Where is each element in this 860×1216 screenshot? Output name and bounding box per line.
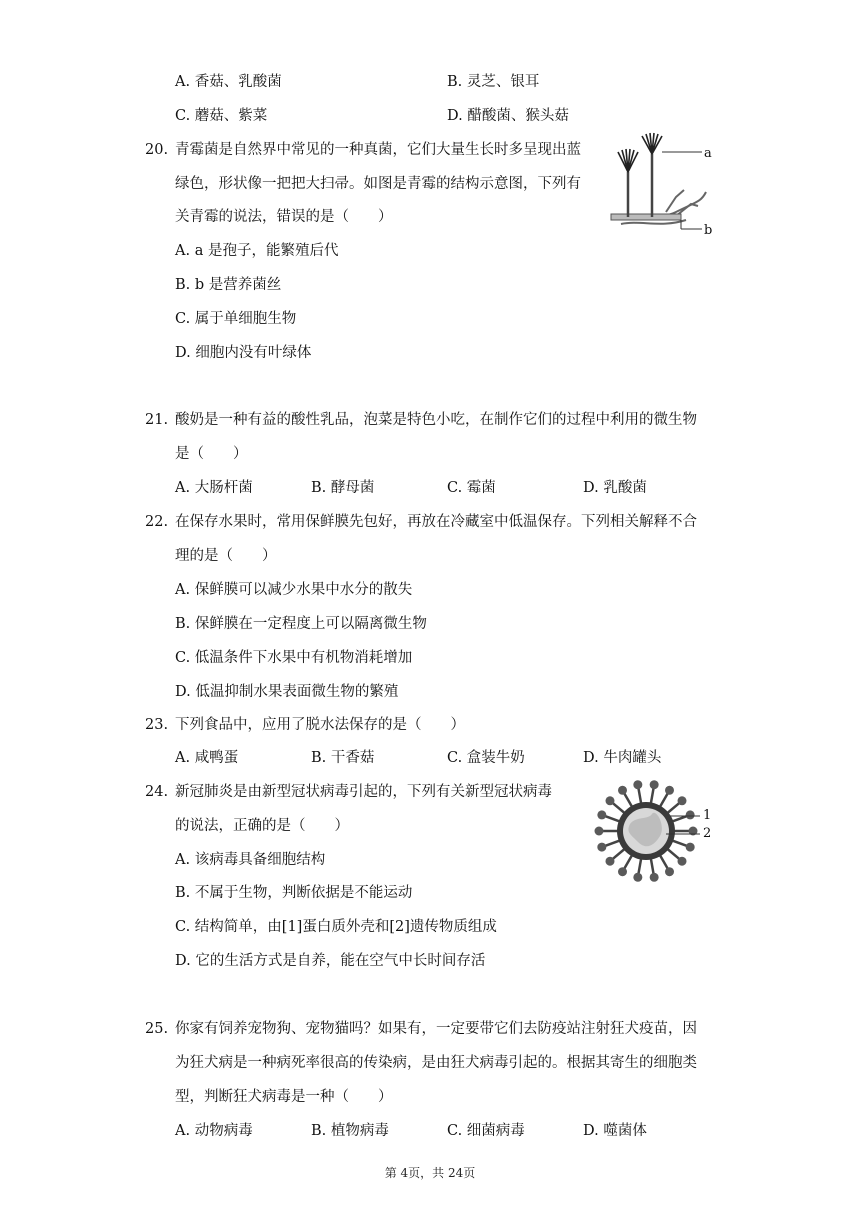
virus-spike-stem [651,788,654,804]
virus-spike-stem [667,849,679,859]
virus-spike-head [650,780,659,789]
q24-option-a: A. 该病毒具备细胞结构 [175,852,326,868]
q24-stem-line2: 的说法，正确的是（ ） [175,818,349,834]
virus-spike-stem [624,793,632,807]
virus-spike-stem [612,849,624,859]
q23-option-c: C. 盒装牛奶 [447,750,525,766]
q22-option-c: C. 低温条件下水果中有机物消耗增加 [175,650,413,666]
q21-stem-line1: 酸奶是一种有益的酸性乳品，泡菜是特色小吃，在制作它们的过程中利用的微生物 [175,412,697,428]
virus-spike-head [605,796,614,805]
q19-option-d: D. 醋酸菌、猴头菇 [447,108,569,124]
virus-spike-stem [672,816,687,821]
q20-option-c: C. 属于单细胞生物 [175,311,297,327]
virus-spike-head [633,873,642,882]
q25-number: 25. [145,1021,169,1037]
virus-spike-stem [624,855,632,869]
q24-stem-line1: 新冠肺炎是由新型冠状病毒引起的，下列有关新型冠状病毒 [175,784,552,800]
q24-option-b: B. 不属于生物，判断依据是不能运动 [175,885,413,901]
q20-stem-line1: 青霉菌是自然界中常见的一种真菌，它们大量生长时多呈现出蓝 [175,142,581,158]
virus-spike-stem [638,788,641,804]
page-footer: 第 4页，共 24页 [384,1166,476,1180]
q23-stem-line1: 下列食品中，应用了脱水法保存的是（ ） [175,717,465,733]
q23-number: 23. [145,717,169,733]
q22-stem-line2: 理的是（ ） [175,548,277,564]
virus-spike-head [686,810,695,819]
q22-stem-line1: 在保存水果时，常用保鲜膜先包好，再放在冷藏室中低温保存。下列相关解释不合 [175,514,697,530]
q25-option-c: C. 细菌病毒 [447,1123,525,1139]
virus-spike-head [633,780,642,789]
virus-spike-head [595,827,604,836]
virus-spike-head [605,857,614,866]
virus-spike-head [678,857,687,866]
q25-option-d: D. 噬菌体 [583,1123,647,1139]
q21-number: 21. [145,412,169,428]
q22-number: 22. [145,514,169,530]
virus-spike-head [665,786,674,795]
virus-spike-head [678,796,687,805]
q19-option-a: A. 香菇、乳酸菌 [175,74,282,90]
q24-option-c: C. 结构简单，由[1]蛋白质外壳和[2]遗传物质组成 [175,919,497,935]
virus-spike-head [597,810,606,819]
virus-spike-head [686,843,695,852]
q20-option-b: B. b 是营养菌丝 [175,277,282,293]
virus-spike-stem [667,803,679,813]
virus-spike-stem [651,859,654,875]
q22-option-a: A. 保鲜膜可以减少水果中水分的散失 [175,582,413,598]
q20-stem-line3: 关青霉的说法，错误的是（ ） [175,209,393,225]
virus-spike-head [597,843,606,852]
virus-spike-stem [605,841,620,846]
virus-spike-stem [638,859,641,875]
q25-option-a: A. 动物病毒 [175,1123,253,1139]
q25-stem-line1: 你家有饲养宠物狗、宠物猫吗？如果有，一定要带它们去防疫站注射狂犬疫苗，因 [175,1021,697,1037]
q24-number: 24. [145,784,169,800]
penicillium-label-b: b [704,223,713,238]
coronavirus-label-1: 1 [703,808,712,823]
virus-spike-stem [672,841,687,846]
q19-option-c: C. 蘑菇、紫菜 [175,108,268,124]
q25-option-b: B. 植物病毒 [311,1123,389,1139]
q21-option-a: A. 大肠杆菌 [175,480,253,496]
q22-option-b: B. 保鲜膜在一定程度上可以隔离微生物 [175,616,427,632]
q25-stem-line3: 型，判断狂犬病毒是一种（ ） [175,1089,393,1105]
q21-option-b: B. 酵母菌 [311,480,375,496]
q23-option-b: B. 干香菇 [311,750,375,766]
q21-option-d: D. 乳酸菌 [583,480,647,496]
q25-stem-line2: 为狂犬病是一种病死率很高的传染病，是由狂犬病毒引起的。根据其寄生的细胞类 [175,1055,697,1071]
q20-stem-line2: 绿色，形状像一把把大扫帚。如图是青霉的结构示意图，下列有 [175,176,581,192]
coronavirus-label-2: 2 [703,826,712,841]
virus-spike-stem [605,816,620,821]
penicillium-label-a: a [704,146,712,161]
q21-option-c: C. 霉菌 [447,480,496,496]
q23-option-d: D. 牛肉罐头 [583,750,662,766]
penicillium-diagram [606,132,716,242]
q23-option-a: A. 咸鸭蛋 [175,750,239,766]
q21-stem-line2: 是（ ） [175,446,248,462]
q20-option-d: D. 细胞内没有叶绿体 [175,345,312,361]
virus-spike-head [618,867,627,876]
q20-option-a: A. a 是孢子，能繁殖后代 [175,243,339,259]
virus-spike-stem [660,855,668,869]
virus-spike-head [665,867,674,876]
virus-spike-head [650,873,659,882]
virus-spike-stem [660,793,668,807]
coronavirus-diagram [590,776,712,886]
q22-option-d: D. 低温抑制水果表面微生物的繁殖 [175,684,399,700]
virus-spike-stem [612,803,624,813]
q24-option-d: D. 它的生活方式是自养，能在空气中长时间存活 [175,953,486,969]
q20-number: 20. [145,142,169,158]
virus-spike-head [618,786,627,795]
q19-option-b: B. 灵芝、银耳 [447,74,540,90]
